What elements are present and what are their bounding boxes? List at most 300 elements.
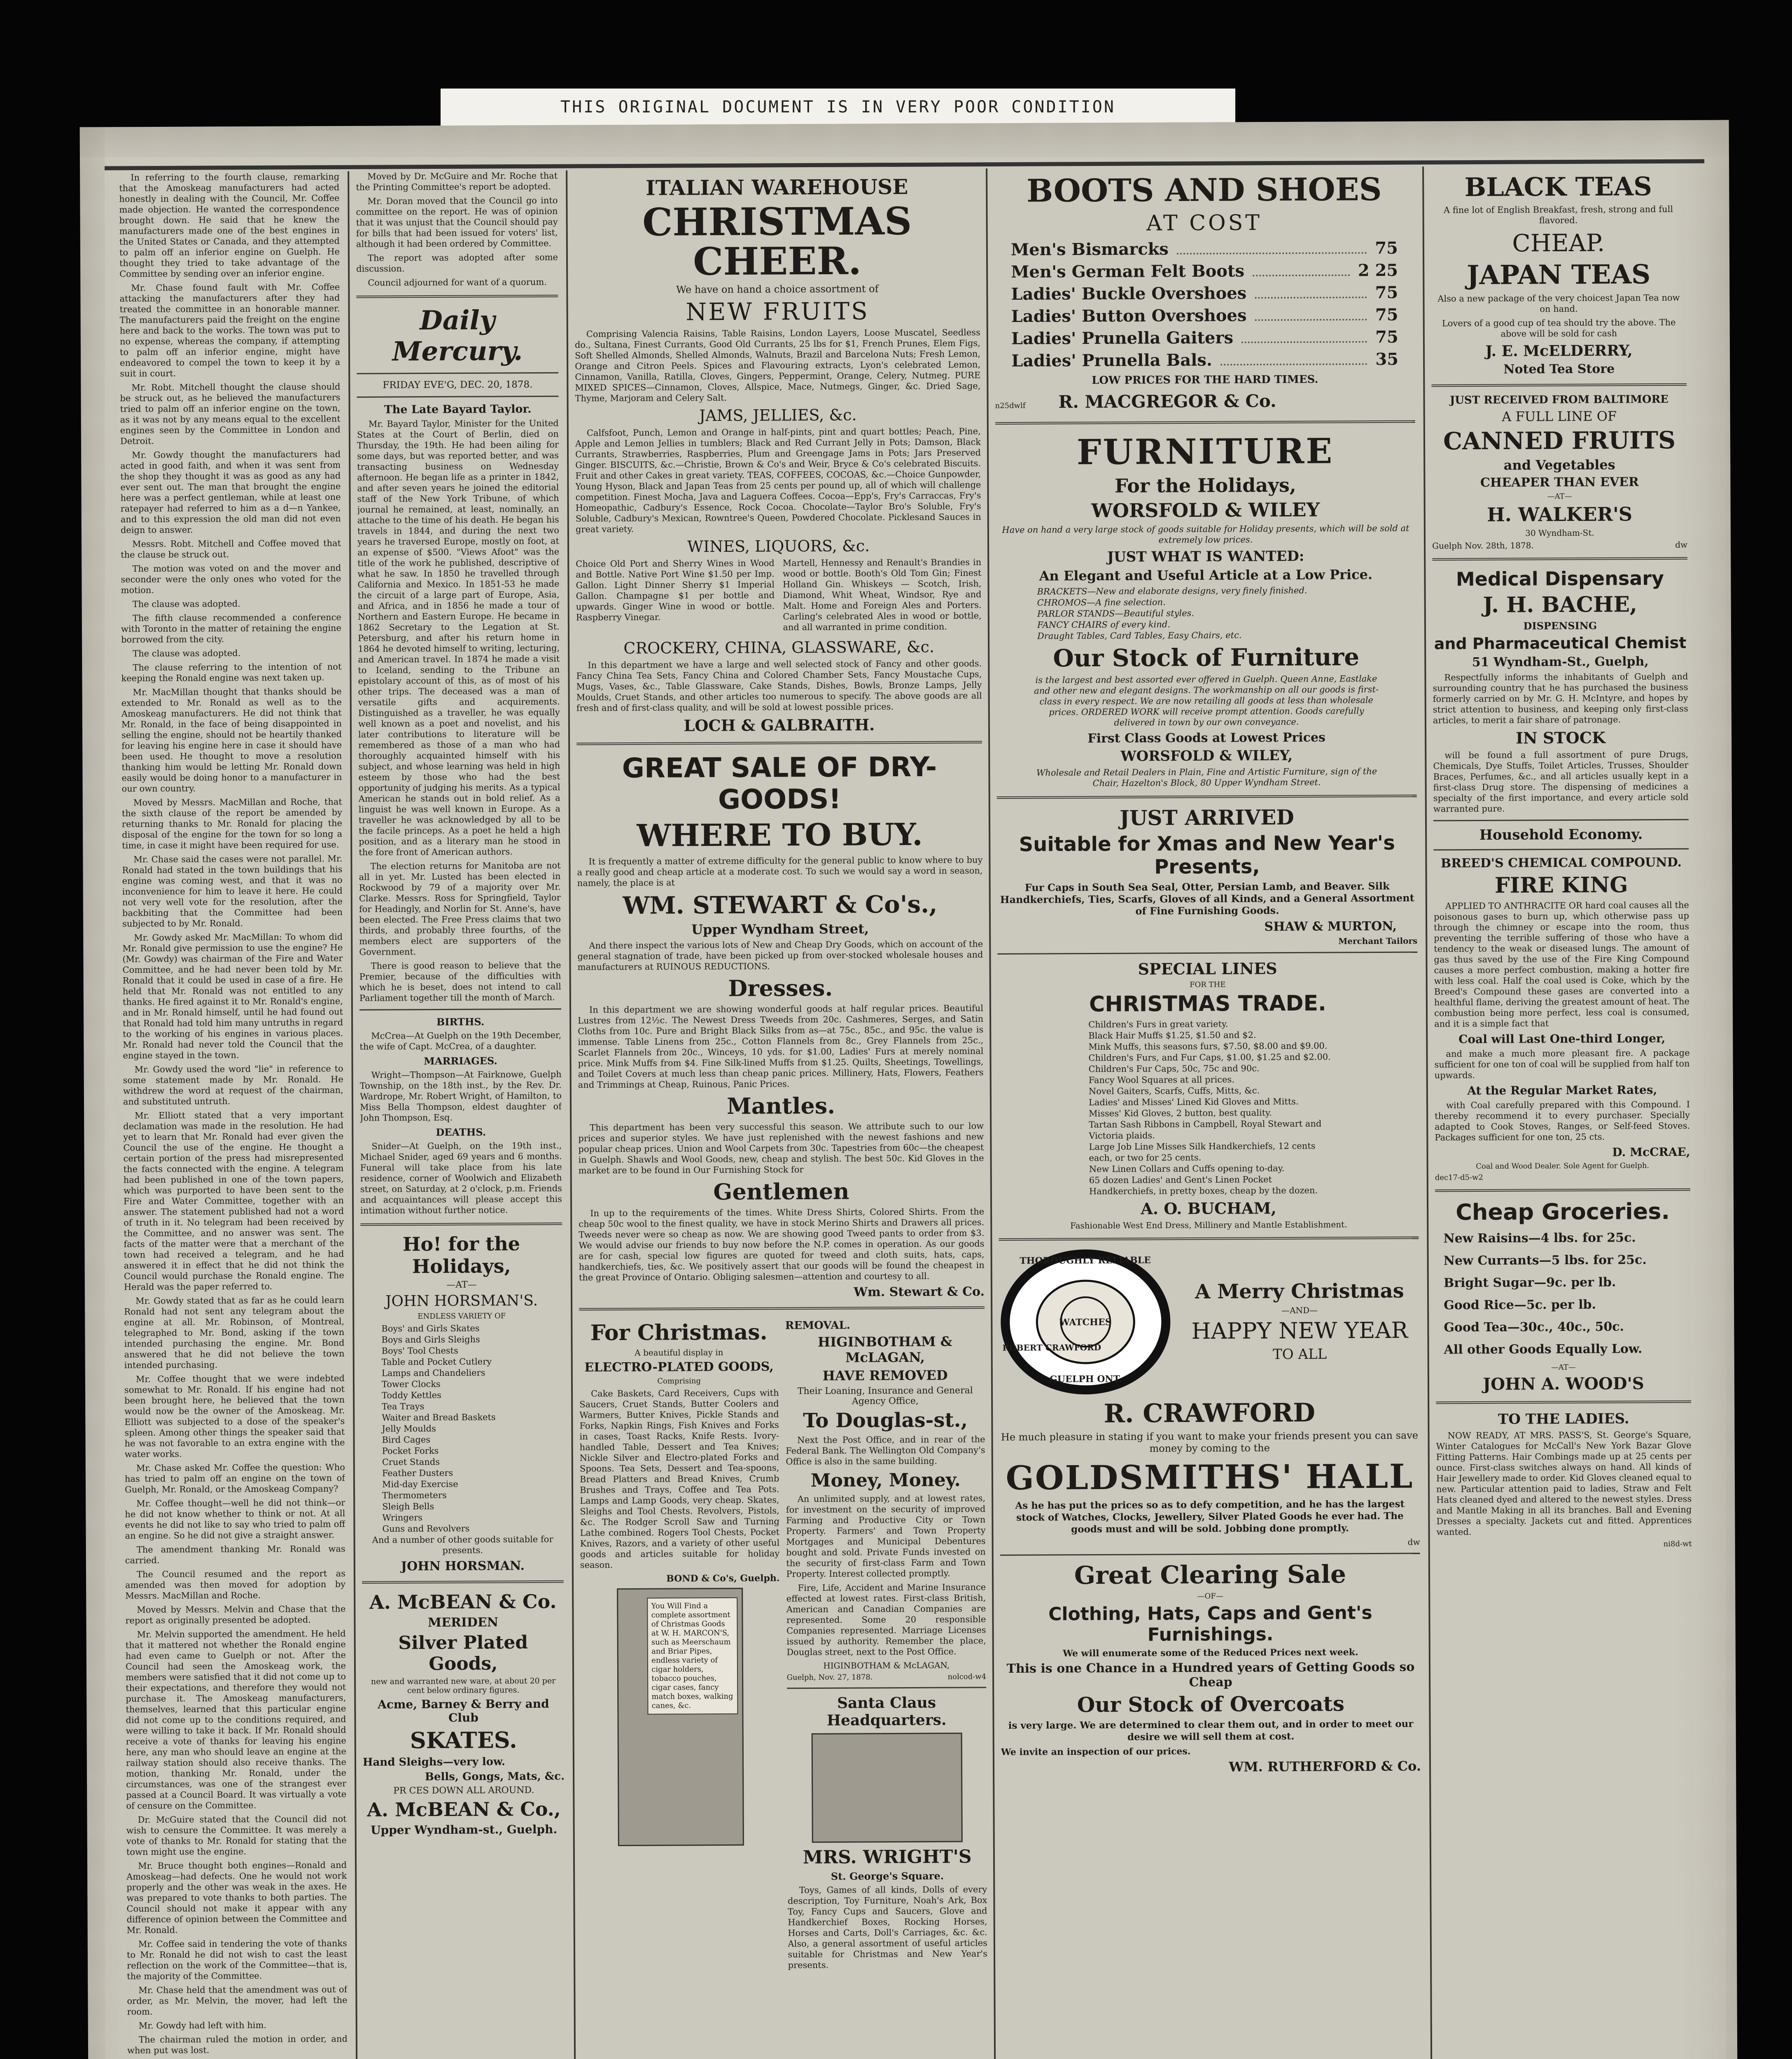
paragraph: Moved by Dr. McGuire and Mr. Roche that the Printing Committee's report be adopted. <box>356 170 558 192</box>
holidays: For the Holidays, <box>1114 474 1296 497</box>
mantles-text: This department has been very successful this season. We attribute such to our low prices and superior styles. We have just replenished with the newest fashions and new popular cheap prices. Union and Wool Carpets from 30c. Tapestries from 60c—the cheapest in Guelph. Shawls and Wool Goods, new, cheap and stylish. The best 50c. Kid Gloves in the market are to be found in Our Furnishing Stock for <box>578 1121 984 1176</box>
rule <box>359 1008 561 1011</box>
furniture-title: FURNITURE <box>1076 430 1334 473</box>
paragraph: The amendment thanking Mr. Ronald was carried. <box>125 1543 345 1566</box>
grocery-list <box>1435 1227 1691 1361</box>
crockery-heading: CROCKERY, CHINA, GLASSWARE, &c. <box>623 637 935 658</box>
shaw-sub: Merchant Tailors <box>1338 936 1418 946</box>
price-row <box>1011 348 1398 372</box>
one-third: Coal will Last One-third Longer, <box>1458 1031 1666 1046</box>
cheap: CHEAP. <box>1512 229 1605 257</box>
wines-right: Martell, Hennessy and Renault's Brandies in wood or bottle. Booth's Old Tom Gin; Finest Holland Gin. Whiskeys — Scotch, Irish, Diamond, Whit Wheat, Windsor, Rye and Malt. Home and Foreign Ales and Porters. Carling's celebrated Ales in wood or bottle, and all warranted in prime condition. <box>782 557 982 633</box>
list-item: Table and Pocket Cutlery <box>381 1356 492 1367</box>
goldsmiths: GOLDSMITHS' HALL <box>1006 1457 1414 1497</box>
trumpet-text: You Will Find a complete assortment of Christmas Goods at W. H. MARCON'S, such as Meerschaum and Briar Pipes, endless variety of cigar holders, tobacco pouches, cigar cases, fancy match boxes, walking canes, &c. <box>651 1601 733 1710</box>
rule <box>1432 557 1687 561</box>
list-item: Children's Furs in great variety. <box>1088 1019 1228 1030</box>
for-the: FOR THE <box>1190 980 1226 990</box>
mcrae-sub: Coal and Wood Dealer. Sole Agent for Guelph. <box>1476 1161 1650 1171</box>
santa: Santa Claus Headquarters. <box>827 1694 947 1729</box>
list-item: Children's Fur Caps, 50c, 75c and 90c. <box>1088 1063 1260 1074</box>
list-item: Thermometers <box>382 1490 447 1501</box>
price-row <box>1011 304 1398 328</box>
list-item: Feather Dusters <box>382 1468 453 1478</box>
boots-list <box>994 237 1415 372</box>
clothing: Clothing, Hats, Caps and Gent's Furnishings. <box>1048 1602 1372 1646</box>
leader-dots <box>1253 259 1350 276</box>
douglas-text: Next the Post Office, and in rear of the Federal Bank. The Wellington Old Company's Office is also in the same building. <box>786 1434 985 1467</box>
veg: and Vegetables <box>1503 457 1615 473</box>
list-item: PARLOR STANDS—Beautiful styles. <box>1037 608 1195 619</box>
canned: CANNED FRUITS <box>1443 426 1676 455</box>
stewart-sign: Wm. Stewart & Co. <box>854 1284 985 1300</box>
list-item: Children's Furs, and Fur Caps, $1.00, $1.25 and $2.00. <box>1088 1052 1331 1063</box>
regular-text: with Coal carefully prepared with this Compound. I thereby recommend it to every purchaser. Specially adapted to Cook Stoves, Ranges, or Self-feed Stoves. Packages sufficient for one ton, 25 cts. <box>1435 1099 1690 1143</box>
masthead: Daily Mercury. <box>392 305 523 367</box>
list-item: Fancy Wool Squares at all prices. <box>1088 1074 1235 1086</box>
paragraph: The election returns for Manitoba are not all in yet. Mr. Lusted has been elected in Rockwood by 79 of a majority over Mr. Clarke. Messrs. Ross for Springfield, Taylor for Headingly, and Norlin for St. Anne's, have been elected. The Free Press claims that two thirds, and probably three fourths, of the members elect are supporters of the Government. <box>359 860 561 957</box>
rule <box>997 795 1417 799</box>
wines-heading: WINES, LIQUORS, &c. <box>687 537 870 556</box>
dresses-heading: Dresses. <box>728 974 833 1001</box>
electro-plated: ELECTRO-PLATED GOODS, <box>584 1359 774 1375</box>
suitable: Suitable for Xmas and New Year's Presents, <box>1019 831 1395 879</box>
to-all: TO ALL <box>1273 1346 1327 1363</box>
banner-text: THIS ORIGINAL DOCUMENT IS IN VERY POOR CONDITION <box>560 98 1115 117</box>
list-item: BRACKETS—New and elaborate designs, very finely finished. <box>1037 585 1307 597</box>
paragraph: The clause was adopted. <box>132 599 240 609</box>
mcbean-prices: PR CES DOWN ALL AROUND. <box>393 1785 534 1796</box>
item-name: Ladies' Button Overshoes <box>1011 306 1247 326</box>
list-item: Sleigh Bells <box>382 1501 434 1512</box>
japan-text: Also a new package of the very choicest Japan Tea now on hand. <box>1437 292 1680 314</box>
jams-heading: JAMS, JELLIES, &c. <box>699 406 857 425</box>
rule <box>1433 848 1689 851</box>
list-item: Waiter and Bread Baskets <box>382 1412 496 1423</box>
list-item: Ladies' and Misses' Lined Kid Gloves and Mitts. <box>1088 1096 1299 1108</box>
list-item: Boys and Girls Sleighs <box>381 1334 480 1345</box>
horsman-list <box>361 1323 563 1535</box>
paragraph: Mr. Gowdy asked Mr. MacMillan: To whom did Mr. Ronald give permission to use the engine? He (Mr. Gowdy) was chairman of the Fire and Water Committee, and he had never been told by Mr. Ronald that it could be used in case of a fire. He held that Mr. Ronald was not entitled to any thanks. He fired against it to Mr. Ronald's engine, and in Mr. Ronald himself, until he had found out that Ronald had told him many untruths in regard to the working of his engines in various places. Mr. Ronald had never told the Council that the engine stayed in the town. <box>122 931 343 1061</box>
rule <box>997 952 1417 955</box>
cheap-groceries: Cheap Groceries. <box>1456 1198 1670 1226</box>
grocery-item: Good Tea—30c., 40c., 50c. <box>1444 1319 1624 1335</box>
seal-top: THOROUGHLY RELIABLE <box>1020 1255 1151 1266</box>
wood: JOHN A. WOOD'S <box>1483 1374 1644 1394</box>
overcoats: Our Stock of Overcoats <box>1077 1691 1345 1717</box>
paragraph: Mr. Bruce thought both engines—Ronald and Amoskeag—had defects. One he would not work properly and the other was weak in the axes. He was prepared to vote thanks to both parties. The Council should not make it appear with any difference of opinion between the Committee and Mr. Ronald. <box>126 1860 347 1935</box>
bucham: A. O. BUCHAM, <box>1141 1199 1276 1218</box>
jams-text: Calfsfoot, Punch, Lemon and Orange in half-pints, pint and quart bottles; Peach, Pine, Apple and Lemon Jellies in tumblers; Black and Red Currant Jelly in Pots; Damson, Black Currants, Strawberries, Raspberries, Plum and Greengage Jams in Pots; Jars Preserved Ginger. BISCUITS, &c.—Christie, Brown & Co's and Weir, Bryce & Co's celebrated Biscuits. Fruit and other Cakes in great variety. TEAS, COFFEES, COCOAS, &c.—Choice Gunpowder, Young Hyson, Black and Japan Teas from 25 cents per pound up, all of which will challenge competition. Finest Mocha, Java and Laguera Coffees. Cocoa—Epp's, Fry's Carraccas, Fry's Homeopathic, Cadbury's Essence, Rock Cocoa. Chocolate—Taylor Bro's Soluble, Fry's Soluble, Cadbury's Mexican, Rowntree's Queen, Powdered Chocolate. Picklesand Sauces in great variety. <box>575 426 981 535</box>
loch-galbraith: LOCH & GALBRAITH. <box>684 715 875 735</box>
higinbotham: HIGINBOTHAM & McLAGAN, <box>817 1333 952 1366</box>
paragraph: Moved by Messrs. Melvin and Chase that the report as originally presented be adopted. <box>125 1604 346 1626</box>
paragraph: Messrs. Robt. Mitchell and Coffee moved that the clause be struck out. <box>121 538 341 560</box>
italian-title: ITALIAN WAREHOUSE <box>646 174 908 200</box>
list-item: Large Job Line Misses Silk Handkerchiefs, 12 cents each, or two for 25 cents. <box>1089 1141 1316 1163</box>
paragraph: Mr. Gowdy stated that as far as he could learn Ronald had not sent any telegram about the engine at all. Mr. Robinson, of Montreal, telegraphed to Mr. Bond, asking if the town intended purchasing the engine. Mr. Bond answered that he did not believe the town intended purchasing. <box>124 1295 345 1370</box>
regular: At the Regular Market Rates, <box>1467 1083 1657 1098</box>
cheaper: CHEAPER THAN EVER <box>1480 475 1639 490</box>
paragraph: Council adjourned for want of a quorum. <box>368 277 547 288</box>
overcoats-text: is very large. We are determined to clear them out, and in order to meet our desire we will sell them at cost. <box>1008 1718 1414 1743</box>
list-item: 65 dozen Ladies' and Gent's Linen Pocket Handkerchiefs, in pretty boxes, cheap by the dozen. <box>1089 1174 1318 1197</box>
furniture-list <box>996 585 1416 642</box>
at2: —AT— <box>1551 1363 1576 1372</box>
column-italian-warehouse <box>574 168 989 2059</box>
paragraph: Moved by Messrs. MacMillan and Roche, that the sixth clause of the report be amended by returning thanks to Mr. Ronald for placing the disposal of the engine for the town for so long a time, in case it might have been required for use. <box>121 796 343 851</box>
boots-footer <box>995 388 1415 415</box>
paragraph: Mr. Elliott stated that a very important declamation was made in the resolution. He had yet to learn that Mr. Ronald had ever given the Council the use of the engine. He thought a certain portion of the press had misrepresented the facts connected with the engine. A telegram had been published in one of the town papers, which was purported to have been sent to the Fire and Water Committee, together with an answer. The statement published had not a word of truth in it. No telegram had been received by the Committee, and no answer was sent. The facts of the matter were that a merchant of the town had received a telegram, and he had answered it in effect that he did not think the Council would purchase the Ronald engine. The Herald was the paper referred to. <box>123 1109 344 1292</box>
and: —AND— <box>1281 1305 1318 1315</box>
rule <box>1436 1401 1691 1404</box>
list-item: Draught Tables, Card Tables, Easy Chairs, etc. <box>1037 630 1242 641</box>
grocery-item: New Raisins—4 lbs. for 25c. <box>1443 1230 1636 1246</box>
paragraph: Mr. Chase said the cases were not parallel. Mr. Ronald had stated in the town buildings that his engine was coming west, and that it was no inconvenience for him to leave it here. He could not very well vote for the resolution, after the backbiting that the Committee had been subjected to by Mr. Ronald. <box>122 853 343 929</box>
inspect: We invite an inspection of our prices. <box>1001 1746 1191 1758</box>
christmas-cheer-title: CHRISTMAS CHEER. <box>642 198 912 284</box>
crawford-top <box>999 1247 1420 1396</box>
list-item: Mink Muffs, this seasons furs, $7.50, $8.00 and $9.00. <box>1088 1041 1328 1052</box>
list-item: Boys' Tool Chests <box>381 1345 458 1356</box>
horsman-sign: JOHN HORSMAN. <box>401 1559 525 1574</box>
list-item: Tea Trays <box>382 1401 425 1412</box>
births-text: McCrea—At Guelph on the 19th December, the wife of Capt. McCrea, of a daughter. <box>359 1030 562 1052</box>
pass-code: ni8d-wt <box>1663 1539 1692 1549</box>
mcbean-sign: A. McBEAN & Co., <box>367 1798 561 1821</box>
paragraph: Mr. Gowdy had left with him. <box>138 2020 267 2031</box>
paragraph: Mr. MacMillan thought that thanks should be extended to Mr. Ronald as well as to the Amoskeag manufacturers. He did not think that Mr. Ronald, in the face of being disappointed in selling the engine, should not be heartily thanked for leaving his engine here in case it should have been used. He thought to move a resolution thanking him would be letting Mr. Ronald down easily would be doing honor to a manufacturer in our own country. <box>121 686 342 794</box>
column-editorial <box>356 170 567 2059</box>
rule <box>1000 1553 1420 1556</box>
mcbean-skates-pre: Acme, Barney & Berry and Club <box>377 1697 549 1725</box>
macgregor-sign: R. MACGREGOR & Co. <box>1058 391 1276 412</box>
poor-condition-banner <box>441 89 1235 126</box>
bache: J. H. BACHE, <box>1483 592 1638 618</box>
horsman-sub: ENDLESS VARIETY OF <box>418 1312 506 1321</box>
rutherford: WM. RUTHERFORD & Co. <box>1229 1758 1421 1775</box>
comprising: Comprising <box>657 1377 701 1386</box>
mcbean-skates: SKATES. <box>410 1727 517 1754</box>
hm-footer <box>787 1672 987 1682</box>
marriages-text: Wright—Thompson—At Fairknowe, Guelph Township, on the 18th inst., by the Rev. Dr. Wardrope, Mr. Robert Wright, of Hamilton, to Miss Bella Thompson, eldest daughter of John Thompson, Esq. <box>359 1069 562 1123</box>
worsfold-intro: Have on hand a very large stock of goods suitable for Holiday presents, which will be sold at extremely low prices. <box>1002 523 1409 545</box>
item-name: Ladies' Prunella Gaiters <box>1011 328 1234 348</box>
instock-text: will be found a full assortment of pure Drugs, Chemicals, Dye Stuffs, Toilet Articles, Trusses, Shoulder Braces, Perfumes, &c., and all articles usually kept in a first-class Drug store. The dispensing of medicines a specialty of the first importance, and every article sold warranted pure. <box>1433 749 1689 814</box>
clearing-sale: Great Clearing Sale <box>1074 1560 1346 1590</box>
list-item: Wringers <box>382 1513 423 1523</box>
removal-ad <box>785 1316 987 1974</box>
intro: We have on hand a choice assortment of <box>676 283 879 296</box>
received: JUST RECEIVED FROM BALTIMORE <box>1449 393 1669 407</box>
rule <box>357 372 558 374</box>
pharm: and Pharmaceutical Chemist <box>1434 633 1687 653</box>
onethird-text: and make a much more pleasant fire. A package sufficient for one ton of coal will be supplied from half ton upwards. <box>1434 1048 1690 1081</box>
rule <box>356 295 558 298</box>
paragraph: Mr. Chase held that the amendment was out of order, as Mr. Melvin, the mover, had left the room. <box>127 1984 348 2017</box>
list-item: Misses' Kid Gloves, 2 button, best quality. <box>1089 1108 1272 1119</box>
leader-dots <box>1220 348 1367 366</box>
list-item: Tartan Sash Ribbons in Campbell, Royal Stewart and Victoria plaids. <box>1089 1118 1322 1141</box>
mcelderry: J. E. McELDERRY, <box>1485 342 1633 360</box>
list-item: FANCY CHAIRS of every kind. <box>1037 619 1171 630</box>
list-item: Pocket Forks <box>382 1445 439 1456</box>
horsman-at: —AT— <box>446 1279 477 1290</box>
where-text: It is frequently a matter of extreme difficulty for the general public to know where to buy a really good and cheap article at a moderate cost. To such we would say a word in season, namely, the place is at <box>577 855 983 888</box>
seal-left: ROBERT CRAWFORD <box>1002 1342 1101 1353</box>
paragraph: Dr. McGuire stated that the Council did not wish to censure the Committee. It was merely a vote of thanks to Mr. Ronald for stating that the town might use the engine. <box>126 1814 347 1857</box>
paragraph: Mr. Chase asked Mr. Coffee the question: Who has tried to palm off an engine on the town of Guelph, Mr. Ronald, or the Amoskeag Company? <box>124 1462 345 1495</box>
just-wanted: JUST WHAT IS WANTED: <box>1107 548 1304 565</box>
boots-sub: AT COST <box>1146 210 1262 236</box>
leader-dots <box>1241 326 1367 343</box>
bucham-list <box>998 1018 1419 1198</box>
grocery-item: New Currants—5 lbs. for 25c. <box>1443 1253 1647 1268</box>
list-item: Novel Gaiters, Scarfs, Cuffs, Mitts, &c. <box>1088 1086 1260 1097</box>
births-heading: BIRTHS. <box>436 1015 485 1028</box>
paragraph: Mr. Gowdy used the word "lie" in reference to some statement made by Mr. Ronald. He withdrew the word at request of the chairman, and substituted untruth. <box>123 1063 343 1107</box>
goldsmiths-text: As he has put the prices so as to defy competition, and he has the largest stock of Watches, Clocks, Jewellery, Silver Plated Goods he ever had. The goods must and will be sold. Jobbing done promptly. <box>1015 1498 1405 1535</box>
stewart-text: And there inspect the various lots of New and Cheap Dry Goods, which on account of the general stagnation of trade, have been picked up from over-stocked wholesale houses and manufacturers at RUINOUS REDUCTIONS. <box>577 939 983 972</box>
crockery-text: In this department we have a large and well selected stock of Fancy and other goods. Fancy China Tea Sets, Fancy China and Colored Chamber Sets, Fancy Moustache Cups, Mugs, Vases, &c., Table Glassware, Cake Stands, Dishes, Bowls, Bronze Lamps, Jelly Moulds, Cruet Stands, and other articles too numerous to specify. The above goods are all fresh and of first-class quality, and will be sold at lowest possible prices. <box>576 658 982 713</box>
paragraph: Mr. Robt. Mitchell thought the clause should be struck out, as he believed the manufacturers tried to palm off an inferior engine on the town, as it was not by any means equal to the excellent engines seen by the Committee in London and Detroit. <box>120 382 341 446</box>
list-item: Black Hair Muffs $1.25, $1.50 and $2. <box>1088 1030 1256 1041</box>
hm-code: nolcod-w4 <box>947 1672 987 1681</box>
column-council-report <box>119 171 348 2059</box>
bond-ad <box>579 1317 781 1975</box>
paragraph: The clause was adopted. <box>133 648 241 659</box>
walker-date: Guelph Nov. 28th, 1878. <box>1432 540 1534 551</box>
crawford: R. CRAWFORD <box>1104 1397 1316 1429</box>
shaw-murton: SHAW & MURTON, <box>1264 919 1397 934</box>
item-price: 75 <box>1375 327 1398 347</box>
worsfold2: WORSFOLD & WILEY, <box>1120 747 1293 765</box>
christmas-sub: A beautiful display in <box>635 1347 723 1358</box>
rule <box>362 1580 564 1584</box>
price-row <box>1011 259 1398 283</box>
mcrae: D. McCRAE, <box>1612 1145 1690 1159</box>
paragraph: Mr. Doran moved that the Council go into committee on the report. He was of opinion that it was unjust that the Council should pay for bills that had been issued for voters' list, although it had been ordered by Committee. <box>356 195 558 249</box>
column-boots-furniture <box>994 167 1423 2059</box>
column-teas-groceries <box>1430 166 1695 2059</box>
leader-dots <box>1255 282 1367 299</box>
bottom-ads <box>579 1316 987 1975</box>
at: —AT— <box>1547 492 1572 501</box>
paragraph: Mr. Bayard Taylor, Minister for the United States at the Court of Berlin, died on Thursday, the 19th. He had been ailing for some days, but was reported better, and was transacting business on Wednesday afternoon. He began life as a printer in 1842, and after seven years he joined the editorial staff of the New York Tribune, of which journal he remained, at least, nominally, an attache to the time of his death. He began his travels in 1844, and during the next two years he traversed Europe, mostly on foot, at an expense of $500. "Views Afoot" was the title of the work he published, descriptive of what he saw. In 1850 he travelled through California and Mexico. In 1851-53 he made the circuit of a large part of Europe, Asia, and Africa, and in 1856 he made a tour of Northern and Eastern Europe. He became in 1862 Secretary to the Legation at St. Petersburg, and after his return home in 1864 he devoted himself to writing, lecturing, and American travel. In 1874 he made a visit to Iceland, sending to the Tribune an epistolary account of this, as of most of his other trips. The deceased was a man of versatile gifts and acquirements. Distinguished as a traveller, he was equally well known as a poet and novelist, and his later contributions to literature will be remembered as those of a man who had thoroughly acquainted himself with his subject, and whose learning was held in high esteem by those who had the best opportunity of judging his merits. As a typical American he stands out in bold relief. As a linguist he was well known in Europe. As a traveller he was acknowledged by all to be the facile princeps. As a poet he held a high position, and as a literary man he stood in the fore front of American authors. <box>357 418 561 857</box>
dateline: FRIDAY EVE'G, DEC. 20, 1878. <box>383 379 533 391</box>
dispensing: DISPENSING <box>1523 619 1597 632</box>
item-price: 75 <box>1375 282 1398 303</box>
list-item: Tower Clocks <box>381 1379 441 1389</box>
rule <box>576 741 982 745</box>
wright-text: Toys, Games of all kinds, Dolls of every description, Toy Furniture, Noah's Ark, Box Toy, Fancy Cups and Saucers, Glove and Handkerchief Boxes, Rocking Horses, Horses and Carts, Doll's Carriages, &c. &c. Also, a general assortment of useful articles suitable for Christmas and New Year's presents. <box>787 1884 988 1970</box>
rule <box>357 396 559 398</box>
rule <box>1433 819 1689 822</box>
bt-text: A fine lot of English Breakfast, fresh, strong and full flavored. <box>1443 204 1673 226</box>
list-item: New Linen Collars and Cuffs opening to-day. <box>1089 1163 1285 1174</box>
item-name: Ladies' Buckle Overshoes <box>1011 283 1247 304</box>
douglas: To Douglas-st., <box>803 1408 968 1433</box>
paragraph: The report was adopted after some discussion. <box>356 252 558 274</box>
noted: Noted Tea Store <box>1503 362 1615 377</box>
item-name: Ladies' Prunella Bals. <box>1011 350 1212 371</box>
paragraph: The Council resumed and the report as amended was then moved for adoption by Messrs. MacMillan and Roche. <box>125 1568 346 1601</box>
paragraph: The motion was voted on and the mover and seconder were the only ones who voted for the motion. <box>121 563 341 595</box>
merry: A Merry Christmas <box>1195 1279 1404 1303</box>
wyndham: 30 Wyndham-St. <box>1525 528 1594 538</box>
black-teas: BLACK TEAS <box>1464 171 1652 203</box>
rule <box>360 1223 562 1226</box>
stewart-addr: Upper Wyndham Street, <box>691 921 869 938</box>
mantles-heading: Mantles. <box>726 1092 835 1119</box>
price-row <box>1011 237 1398 261</box>
santa-illustration <box>811 1732 962 1843</box>
worsfold2-text: Wholesale and Retail Dealers in Plain, Fine and Artistic Furniture, sign of the Chair, Hazelton's Block, 80 Upper Wyndham Street. <box>1036 766 1377 789</box>
just-arrived: JUST ARRIVED <box>1120 805 1294 830</box>
fruits-text: Comprising Valencia Raisins, Table Raisins, London Layers, Loose Muscatel, Seedless do., Sultana, Finest Currants, Good Old Currants, 25 lbs for $1, French Prunes, Elem Figs, Soft Shelled Almonds, Shelled Almonds, Walnuts, Brazil and Barcelona Nuts; Fresh Lemon, Orange and Citron Peels. Spices and Flavouring extracts, Lyon's celebrated Lemon, Cinnamon, Vanilla, Ratilla, Cloves, Gingers, Peppermint, Orange, Celery, Nutmeg. PURE MIXED SPICES—Cinnamon, Cloves, Allspice, Mace, Nutmegs, Ginger, &c. Dried Sage, Thyme, Marjoram and Celery Salt. <box>574 327 981 404</box>
our-stock: Our Stock of Furniture <box>1053 643 1360 672</box>
article-heading: The Late Bayard Taylor. <box>384 402 532 416</box>
item-name: Men's German Felt Boots <box>1011 261 1245 282</box>
paragraph: In referring to the fourth clause, remarking that the Amoskeag manufacturers had acted honestly in dealing with the Council, Mr. Coffee made objection. He wanted the correspondence brought down. He said that he knew the manufacturers made one of the best engines in the United States or Canada, and they attempted to palm off an inferior engine on Guelph. He thought they tried to take advantage of the Committee by sending over an inferior engine. <box>119 172 340 279</box>
crawford-text: He much pleasure in stating if you want to make your friends present you can save money by coming to the <box>1001 1429 1419 1454</box>
household: Household Economy. <box>1479 826 1643 843</box>
applied: APPLIED TO ANTHRACITE OR hard coal causes all the poisonous gases to burn up, which otherwise pass up through the chimney or escape into the room, thus preventing the terrible suffering of those who have a tendency to the weak or diseased lungs. The amount of gas thus saved by the use of the Fire King Compound causes a more perfect combustion, making a hotter fire with less coal. Half the coal used is Coke, which by the Breed's Compound these gases are converted into a healthful flame, deriving the greatest amount of heat. The combustion being more perfect, less coal is consumed, and it is a simple fact that <box>1433 900 1690 1029</box>
paragraph: There is good reason to believe that the Premier, because of the difficulties with which he is beset, does not intend to call Parliament together till the month of March. <box>359 960 561 1003</box>
list-item: Guns and Revolvers <box>382 1523 470 1534</box>
mcbean-sub: new and warranted new ware, at about 20 per cent below ordinary figures. <box>371 1676 556 1695</box>
rule <box>1431 383 1687 387</box>
grocery-item: Bright Sugar—9c. per lb. <box>1443 1275 1616 1291</box>
trumpet-banner <box>647 1597 738 1715</box>
trumpeter-illustration <box>617 1588 744 1846</box>
fire-text: Fire, Life, Accident and Marine Insurance effected at lowest rates. First-class British, American and Canadian Companies are represented. Some 20 responsible Companies represented. Marriage Licenses issued by authority. Remember the place, Douglas street, next to the Post Office. <box>786 1582 986 1657</box>
where-to-buy: WHERE TO BUY. <box>637 817 923 854</box>
paragraph: Mr. Coffee thought—well he did not think—or he did not know whether to think or not. At all events he did not like to say who tried to palm off an engine. So he did not give a straight answer. <box>125 1497 345 1541</box>
wines-grid <box>576 557 982 637</box>
special-lines: SPECIAL LINES <box>1138 959 1277 978</box>
leader-dots <box>1177 237 1367 254</box>
mrs-wright: MRS. WRIGHT'S <box>803 1846 972 1868</box>
paragraph: The chairman ruled the motion in order, and when put was lost. <box>127 2033 348 2056</box>
paragraph: Mr. Gowdy thought the manufacturers had acted in good faith, and when it was sent from the shop they thought it was as good as any had ever sent out. The man that brought the engine here was a perfect gentleman, while at least one ratepayer had referred to him as a d—n Yankee, and to this expression the old man did not even deign to answer. <box>120 449 341 535</box>
bache-text: Respectfully informs the inhabitants of Guelph and surrounding country that he has purchased the business formerly carried on by Mr. G. H. McIntyre, and hopes by strict attention to business, and keeping only first-class articles, to merit a fair share of patronage. <box>1433 671 1688 726</box>
to-ladies: TO THE LADIES. <box>1498 1410 1629 1428</box>
bucham-sub: Fashionable West End Dress, Millinery and Mantle Establishment. <box>1070 1219 1347 1231</box>
paragraph: The fifth clause recommended a conference with Toronto in the matter of retaining the engine borrowed from the city. <box>121 612 342 645</box>
mcbean-addr: Upper Wyndham-st., Guelph. <box>371 1822 558 1837</box>
first-class: First Class Goods at Lowest Prices <box>1087 730 1325 746</box>
paragraph: Mr. Coffee thought that we were indebted somewhat to Mr. Ronald. If his engine had not been brought here, he believed that the town would now be the owner of the Amoskeag. Mr. Elliott was subjected to a dose of the speaker's spleen. Among other things the speaker said that he was not favorable to an extra engine with the water works. <box>124 1373 345 1459</box>
christmas-trade: CHRISTMAS TRADE. <box>1089 991 1326 1017</box>
worsfold: WORSFOLD & WILEY <box>1091 498 1320 522</box>
new-fruits: NEW FRUITS <box>686 297 869 326</box>
deaths-text: Snider—At Guelph, on the 19th inst., Michael Snider, aged 69 years and 6 months. Funeral will take place from his late residence, corner of Woolwich and Elizabeth street, on Saturday, at 2 o'clock, p.m. Friends and acquaintances will please accept this intimation without further notice. <box>360 1140 562 1216</box>
paragraph: Mr. Melvin supported the amendment. He held that it mattered not whether the Ronald engine had even came to Guelph or not. After the Council had seen the Amoskeag work, the members were satisfied that it did not come up to their expectations, and therefore they would not purchase it. The Amoskeag manufacturers, themselves, learned that this particular engine did not come up to the conditions required, and were willing to take it back. If Mr. Ronald should receive a vote of thanks for leaving his engine here, any man who should leave an engine at the railway station should also receive thanks. The motion, thanking Mr. Ronald, under the circumstances, was one of the strangest ever passed at a Council Board. It was virtually a vote of censure on the Committee. <box>125 1628 347 1811</box>
horsman-foot: And a number of other goods suitable for presents. <box>372 1534 553 1555</box>
removal: REMOVAL. <box>785 1319 850 1332</box>
list-item: Boys' and Girls Skates <box>381 1323 480 1334</box>
boots-title: BOOTS AND SHOES <box>1026 170 1382 209</box>
list-item: Lamps and Chandeliers <box>381 1368 485 1378</box>
list-item: Jelly Moulds <box>382 1424 436 1434</box>
item-price: 2 25 <box>1358 260 1398 280</box>
paragraph: Mr. Coffee said in tendering the vote of thanks to Mr. Ronald he did not wish to cast the least reflection on the work of the Committee—that is, the majority of the Committee. <box>126 1938 348 1982</box>
arrived-text: Fur Caps in South Sea Seal, Otter, Persian Lamb, and Beaver. Silk Handkerchiefs, Ties, Scarfs, Gloves of all Kinds, and a General Assortment of Fine Furnishing Goods. <box>1000 880 1414 917</box>
walkers: H. WALKER'S <box>1487 503 1633 526</box>
seal-mid: WATCHES <box>1059 1317 1112 1328</box>
elegant: An Elegant and Useful Article at a Low Price. <box>1039 567 1373 584</box>
money-text: An unlimited supply, and at lowest rates, for investment on the security of improved Farming and Productive City or Town Property. Farmers' and Town Property Mortgages and Municipal Debentures bought and sold. Private Funds invested on the security of first-class Farm and Town Property. Interest collected promptly. <box>786 1493 986 1579</box>
deaths-heading: DEATHS. <box>436 1126 486 1139</box>
paragraph: Mr. Chase found fault with Mr. Coffee attacking the manufacturers after they had treated the committee in an honorable manner. The manufacturers paid the freight on the engine here and back to the works. The town was put to no expense, whereas the company, if attempting to palm off an inferior engine, might have endeavored to compel the town to keep it by a suit in court. <box>119 282 341 379</box>
breed: BREED'S CHEMICAL COMPOUND. <box>1440 855 1682 871</box>
hm-date: Guelph, Nov. 27, 1878. <box>786 1673 873 1682</box>
chance: This is one Chance in a Hundred years of Getting Goods so Cheap <box>1006 1660 1415 1690</box>
seal-bottom: GUELPH ONT. <box>1050 1373 1122 1385</box>
item-price: 75 <box>1375 305 1398 325</box>
list-item: Bird Cages <box>382 1435 431 1445</box>
happy: HAPPY NEW YEAR <box>1191 1317 1408 1344</box>
crawford-greeting <box>1180 1277 1419 1366</box>
list-item: CHROMOS—A fine selection. <box>1037 597 1166 608</box>
newspaper-page <box>80 120 1738 2059</box>
full-line: A FULL LINE OF <box>1502 408 1617 425</box>
item-price: 35 <box>1375 349 1399 369</box>
rule <box>1435 1188 1690 1192</box>
bond-sign: BOND & Co's, Guelph. <box>666 1573 780 1584</box>
mcbean-silver: Silver Plated Goods, <box>398 1632 528 1675</box>
watch-seal <box>999 1247 1173 1396</box>
paragraph: The clause referring to the intention of not keeping the Ronald engine was next taken up. <box>121 662 342 684</box>
wyndham2: 51 Wyndham-St., Guelph, <box>1472 654 1649 670</box>
dresses-text: In this department we are showing wonderful goods at half regular prices. Beautiful Lustres from 12½c. The Newest Dress Tweeds from 20c. Cashmeres, Serges, and Satin Cloths from 10c. Pure and Bright Black Silks from as—at 75c., 85c., and 95c. the value is immense. Table Linens from 25c., Cotton Flannels from 8c., Grey Flannels from 25c., Scarlet Flannels from 20c., Winceys, 10 yds. for $1.00, Ladies' Furs at merely nominal price. Mink Muffs from $4. Fine Silk-lined Muffs from $1.25. Quilts, Sheetings, Towellings, and Toilet Covers at much less than cheap panic prices. Millinery, Hats, Flowers, Feathers and Trimmings at Cheap, Ruinous, Panic Prices. <box>578 1003 984 1090</box>
fire-king: FIRE KING <box>1494 872 1628 898</box>
electro-text: Cake Baskets, Card Receivers, Cups with Saucers, Cruet Stands, Butter Coolers and Warmers, Butter Knives, Pickle Stands and Forks, Napkin Rings, Fish Knives and Forks in cases, Toast Racks, Knife Rests. Ivory-handled Table, Dessert and Tea Knives; Nickle Silver and Electro-plated Forks and Spoons. Tea Sets, Dessert and Tea-spoons, Bread Platters and Bread Knives, Crumb Brushes and Trays, Coffee and Tea Pots. Lamps and Lamp Goods, very cheap. Skates, Sleighs and Tool Chests. Revolvers, Pistols, &c. The Rodger Scroll Saw and Turning Lathe combined. Rogers Tool Chests, Pocket Knives, Razors, and a variety of other useful goods and articles suitable for holiday season. <box>579 1388 780 1570</box>
rule <box>999 1237 1419 1241</box>
enumerate: We will enumerate some of the Reduced Prices next week. <box>1062 1647 1358 1659</box>
mcbean-meriden: MERIDEN <box>427 1615 499 1630</box>
mcbean-bells: Bells, Gongs, Mats, &c. <box>425 1770 565 1784</box>
wines-left: Choice Old Port and Sherry Wines in Wood and Bottle. Native Port Wine $1.50 per Imp. Gallon. Light Dinner Sherry $1 Imperial Gallon. Champagne $1 per bottle and upwards. Ginger Wine in wood or bottle. Raspberry Vinegar. <box>576 558 775 623</box>
price-row <box>1011 282 1398 306</box>
stock-text: is the largest and best assorted ever offered in Guelph. Queen Anne, Eastlake and other new and elegant designs. The workmanship on all our goods is first-class in every respect. We are now retailing all goods at less than wholesale prices. ORDERED WORK will receive prompt attention. Goods carefully delivered in town by our own conveyance. <box>1034 674 1379 728</box>
of: —OF— <box>1197 1592 1223 1601</box>
list-item: Cruet Stands <box>382 1457 440 1467</box>
list-item: Mid-day Exercise <box>382 1479 458 1489</box>
medical: Medical Dispensary <box>1456 567 1664 591</box>
boots-code: n25dwlf <box>995 401 1026 411</box>
lovers: Lovers of a good cup of tea should try the above. The above will be sold for cash <box>1442 317 1676 339</box>
wright-sub: St. George's Square. <box>831 1870 944 1882</box>
horsman-name: JOHN HORSMAN'S. <box>385 1292 538 1310</box>
leader-dots <box>1255 304 1367 321</box>
in-stock: IN STOCK <box>1516 728 1606 747</box>
price-row <box>1011 326 1398 350</box>
list-item: Toddy Kettles <box>382 1390 441 1401</box>
pass-text: NOW READY, AT MRS. PASS'S, St. George's Square, Winter Catalogues for McCall's New York Bazar Glove Fitting Patterns. Hair Combings made up at 25 cents per ounce. First-class switches always on hand. All kinds of Hair Jewellery made to order. Kid Gloves cleaned equal to new. Particular attention paid to ladies, Straw and Felt Hats cleaned dyed and altered to the newest styles. Dress and Mantle Making in all its branches. Ball and Evening Dresses a specialty. Jackets cut and fitted. Apprentices wanted. <box>1436 1429 1692 1537</box>
removed-text: Their Loaning, Insurance and General Agency Office, <box>797 1385 973 1407</box>
dry-goods-title: GREAT SALE OF DRY-GOODS! <box>622 751 937 816</box>
mcbean-sleighs: Hand Sleighs—very low. <box>362 1756 505 1769</box>
mcbean-name: A. McBEAN & Co. <box>369 1590 557 1613</box>
hm-sign: HIGINBOTHAM & McLAGAN, <box>823 1660 950 1671</box>
item-name: Men's Bismarcks <box>1010 239 1169 259</box>
rule <box>787 1687 987 1689</box>
boots-low: LOW PRICES FOR THE HARD TIMES. <box>1092 373 1318 387</box>
mcrae-code: dec17-d5-w2 <box>1435 1173 1484 1182</box>
grocery-item: All other Goods Equally Low. <box>1444 1342 1643 1357</box>
